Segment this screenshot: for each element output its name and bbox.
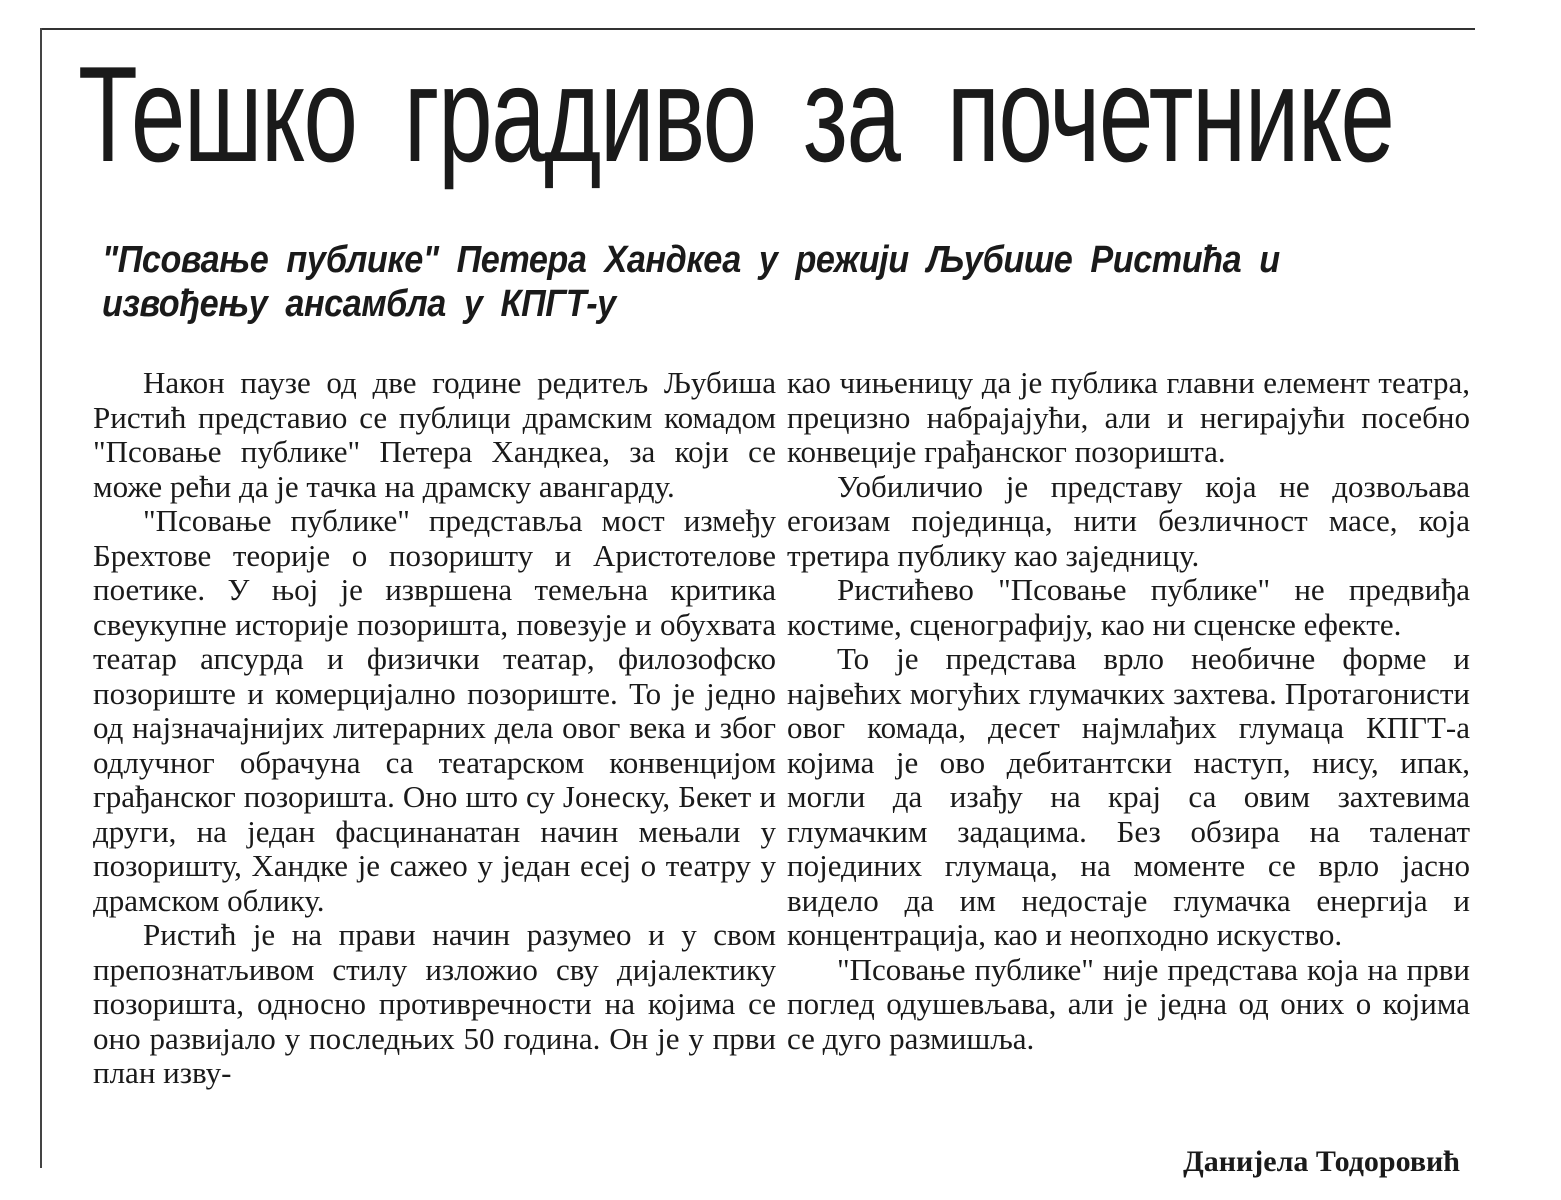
paragraph: Уобиличио је представу која не дозвољава егоизам појединца, нити безличност масе, која третира публику као заједницу. [787,468,1470,573]
left-column [93,366,776,1091]
right-column [787,366,1470,1056]
subheadline: "Псовање публике" Петера Хандкеа у режији Љубише Ристића и извођењу ансамбла у КПГТ-у [102,239,1280,325]
top-rule [40,28,1475,30]
byline: Данијела Тодоровић [1183,1145,1460,1178]
paragraph: Ристић је на прави начин разумео и у свом препознатљивом стилу изложио сву дијалектику позоришта, односно противречности на којима се оно развијало у последњих 50 година. Он је у први план изву- [93,917,776,1090]
left-rule [40,28,42,1168]
paragraph-continuation: као чињеницу да је публика главни елемент театра, прецизно набрајајући, али и негирајући посебно конвеције грађанског позоришта. [787,365,1470,469]
paragraph: "Псовање публике" представља мост између Брехтове теорије о позоришту и Аристотелове поетике. У њој је извршена темељна критика свеукупне историје позоришта, повезује и обухвата театар апсурда и физички театар, филозофско позориште и комерцијално позориште. То је једно од најзначајнијих литерарних дела овог века и због одлучног обрачуна са театарском конвенцијом грађанског позоришта. Оно што су Јонеску, Бекет и други, на један фасцинанатан начин мењали у позоришту, Хандке је сажео у један есеј о театру у драмском облику. [93,503,776,918]
paragraph: Ристићево "Псовање публике" не предвиђа костиме, сценографију, као ни сценске ефекте. [787,572,1470,642]
paragraph: Након паузе од две године редитељ Љубиша Ристић представио се публици драмским комадом "Псовање публике" Петера Хандкеа, за који се може рећи да је тачка на драмску авангарду. [93,365,776,504]
paragraph: То је представа врло необичне форме и највећих могућих глумачких захтева. Протагонисти овог комада, десет најмлађих глумаца КПГТ-а којима је ово дебитантски наступ, нису, ипак, могли да изађу на крај са овим захтевима глумачким задацима. Без обзира на таленат појединих глумаца, на моменте се врло јасно видело да им недостаје глумачка енергија и концентрација, као и неопходно искуство. [787,641,1470,952]
headline: Тешко градиво за почетнике [78,38,1394,190]
newspaper-clipping [40,28,1475,1178]
paragraph: "Псовање публике" није представа која на први поглед одушевљава, али је једна од оних о којима се дуго размишља. [787,951,1470,1056]
